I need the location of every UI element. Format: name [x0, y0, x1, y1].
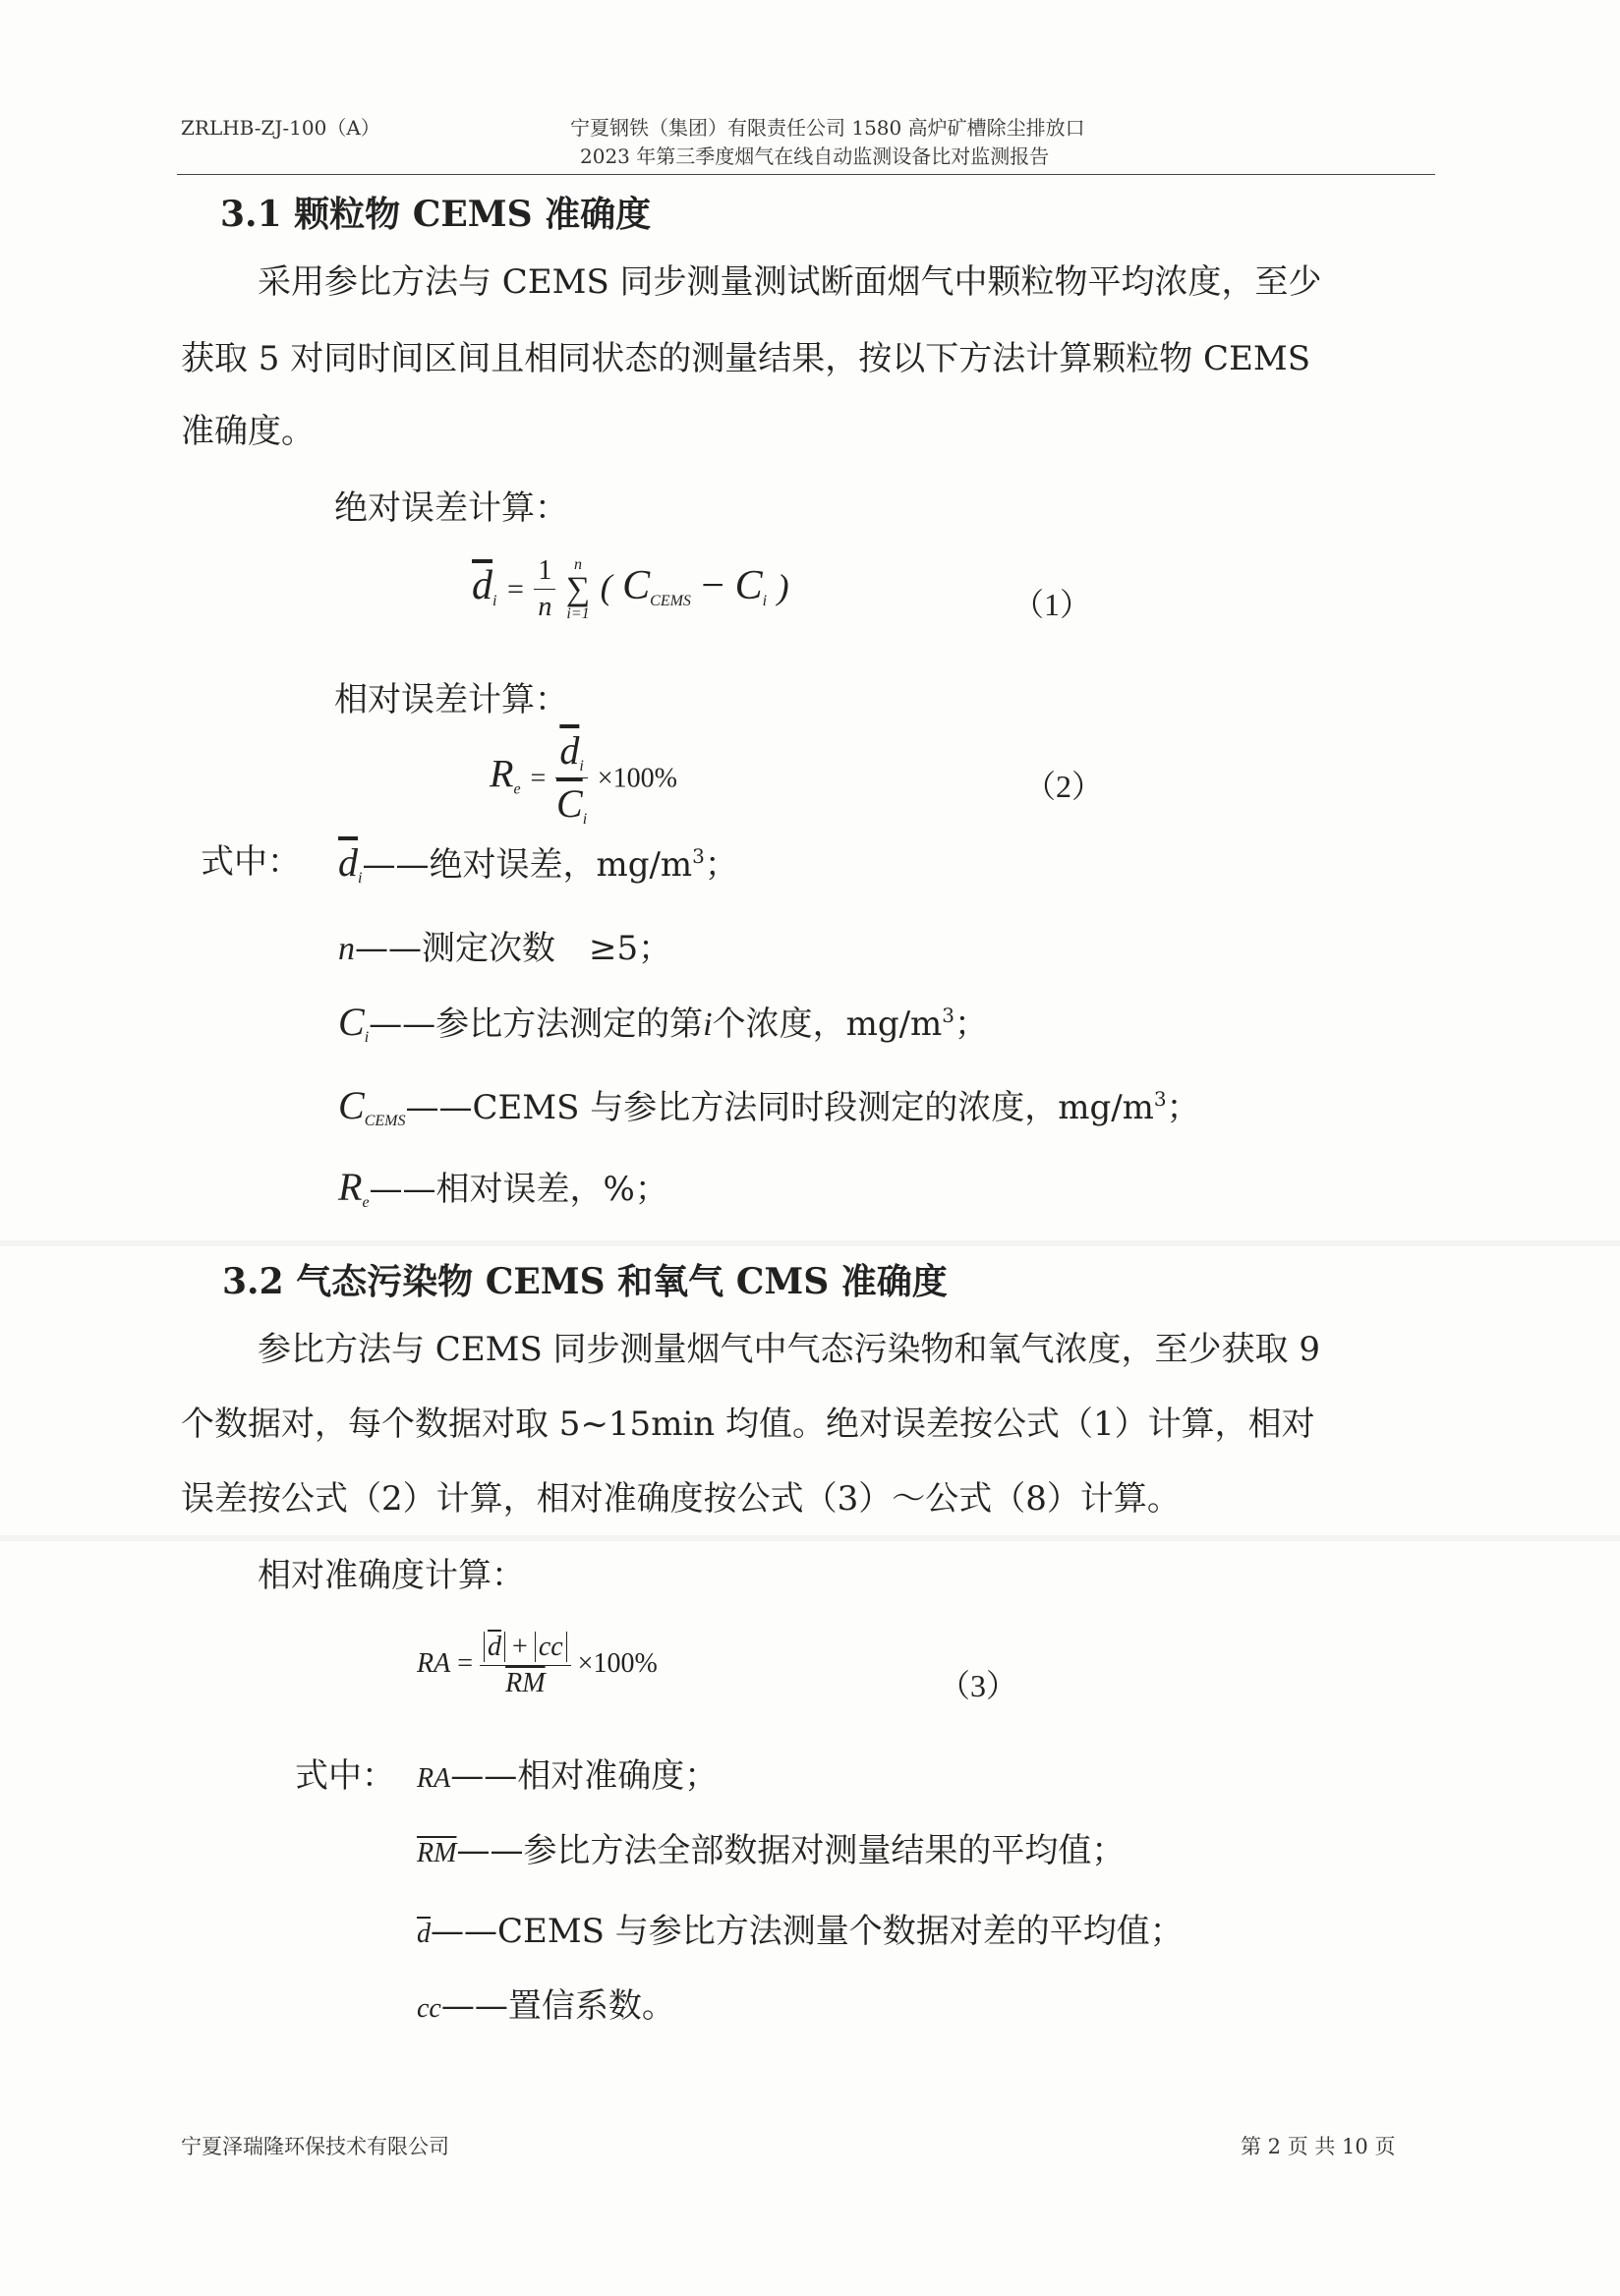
definition-ccems: $C_{CEMS}——CEMS$ 与参比方法同时段测定的浓度，$mg/m^3$； [338, 1083, 1200, 1129]
rel-error-label: 相对误差计算： [334, 680, 568, 719]
ra-label: 相对准确度计算： [258, 1556, 525, 1595]
header-divider [177, 174, 1435, 175]
section-3-2-heading: 3.2 气态污染物 CEMS 和氧气 CMS 准确度 [222, 1261, 948, 1302]
abs-error-label: 绝对误差计算： [334, 488, 568, 528]
section-3-1-para-line1: 采用参比方法与 CEMS 同步测量测试断面烟气中颗粒物平均浓度，至少 [258, 262, 1322, 302]
definition-re: $R_e——$相对误差，%； [338, 1165, 668, 1211]
section-3-2-para-line1: 参比方法与 CEMS 同步测量烟气中气态污染物和氧气浓度，至少获取 9 [258, 1330, 1320, 1369]
definition-ra: RA——相对准确度； [417, 1756, 719, 1796]
equation-3: RA = $\frac{\overline{d} + cc}{RM}$ ×100% [417, 1632, 658, 1698]
definition-cc: cc——置信系数。 [417, 1986, 675, 2026]
definition-dbar: $\overline{d}——CEMS$ 与参比方法测量个数据对差的平均值； [417, 1912, 1184, 1951]
footer-page-info: 第 2 页 共 10 页 [1241, 2135, 1396, 2158]
definition-n: n——测定次数 ≥5； [338, 929, 672, 968]
scan-shadow-2 [0, 1535, 1620, 1541]
footer-company: 宁夏泽瑞隆环保技术有限公司 [181, 2135, 449, 2158]
section-3-2-para-line3: 误差按公式（2）计算，相对准确度按公式（3）～公式（8）计算。 [181, 1479, 1181, 1519]
equation-2-number: （2） [1024, 769, 1104, 804]
definition-d: $\overline{d}_i——$绝对误差，$mg/m^3$； [338, 840, 738, 887]
definition-rm: $\overline{RM}——$参比方法全部数据对测量结果的平均值； [417, 1831, 1126, 1870]
equation-3-number: （3） [939, 1668, 1018, 1703]
section-3-1-para-line2: 获取 5 对同时间区间且相同状态的测量结果，按以下方法计算颗粒物 CEMS [181, 339, 1310, 378]
where-label-2: 式中： [295, 1756, 395, 1796]
header-title-line2: 2023 年第三季度烟气在线自动监测设备比对监测报告 [580, 144, 1050, 168]
section-3-1-heading: 3.1 颗粒物 CEMS 准确度 [220, 194, 652, 235]
equation-1: $\overline{d}_i$ = $\frac{1}{n}$ n ∑ i=1 ( $C_{CEMS} - C_i$ ) [472, 555, 789, 622]
where-label-1: 式中： [201, 842, 301, 882]
header-title-line1: 宁夏钢铁（集团）有限责任公司 1580 高炉矿槽除尘排放口 [570, 116, 1085, 140]
scan-shadow [0, 1240, 1620, 1246]
section-3-1-para-line3: 准确度。 [181, 412, 315, 451]
equation-1-number: （1） [1012, 587, 1092, 622]
section-3-2-para-line2: 个数据对，每个数据对取 5~15min 均值。绝对误差按公式（1）计算，相对 [181, 1405, 1315, 1444]
document-code: ZRLHB-ZJ-100（A） [181, 116, 380, 140]
definition-ci: $C_i——$参比方法测定的第i个浓度，$mg/m^3$； [338, 1000, 989, 1046]
equation-2: $R_e$ = $\frac{\overline{d}_i}{\overline{C}_i}$ ×100% [490, 728, 677, 828]
